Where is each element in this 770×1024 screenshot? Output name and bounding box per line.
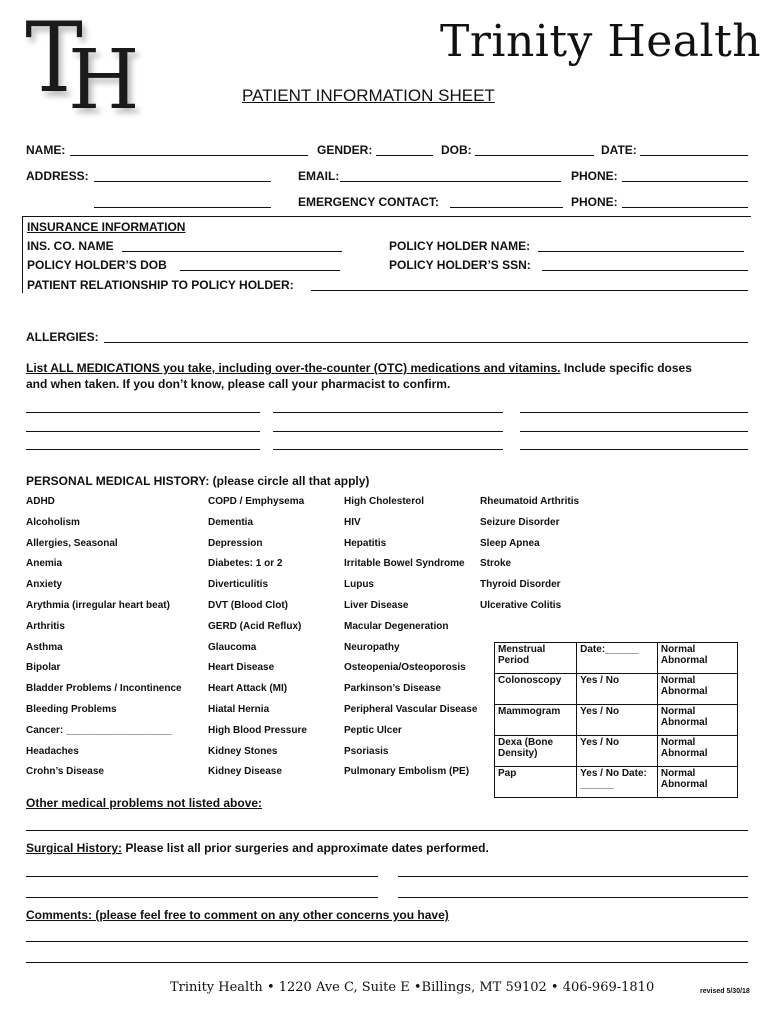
- date-input-line[interactable]: [640, 155, 748, 156]
- patient-relationship-input-line[interactable]: [311, 290, 748, 291]
- phone-label: PHONE:: [571, 169, 618, 183]
- screening-name: Dexa (Bone Density): [495, 736, 577, 767]
- surgical-history-line[interactable]: [26, 897, 378, 898]
- insurance-heading: INSURANCE INFORMATION: [27, 220, 186, 234]
- dob-input-line[interactable]: [475, 155, 594, 156]
- screening-name: Menstrual Period: [495, 643, 577, 674]
- medical-history-item[interactable]: Osteopenia/Osteoporosis: [344, 662, 466, 674]
- other-problems-input-line[interactable]: [26, 830, 748, 831]
- screening-result[interactable]: Normal Abnormal: [657, 674, 737, 705]
- address-input-line-2[interactable]: [94, 207, 271, 208]
- medical-history-item[interactable]: Ulcerative Colitis: [480, 600, 562, 611]
- medical-history-item[interactable]: Diverticulitis: [208, 579, 269, 591]
- ins-co-name-label: INS. CO. NAME: [27, 239, 114, 253]
- medical-history-item[interactable]: Stroke: [480, 558, 512, 570]
- brand-name: Trinity Health: [440, 16, 762, 67]
- medical-history-item[interactable]: Parkinson’s Disease: [344, 683, 441, 695]
- policy-holder-name-input-line[interactable]: [538, 251, 744, 252]
- surgical-history-line[interactable]: [398, 897, 748, 898]
- dob-label: DOB:: [441, 143, 472, 157]
- screening-response[interactable]: Yes / No Date: ______: [577, 767, 658, 798]
- medication-line[interactable]: [273, 431, 503, 432]
- screening-row: [495, 705, 738, 736]
- medical-history-item[interactable]: Heart Attack (MI): [208, 683, 288, 695]
- medical-history-item[interactable]: Kidney Stones: [208, 745, 278, 757]
- gender-input-line[interactable]: [376, 155, 433, 156]
- surgical-history-text: Please list all prior surgeries and approximate dates performed.: [122, 841, 489, 855]
- surgical-history-line[interactable]: [398, 876, 748, 877]
- medical-history-item[interactable]: Seizure Disorder: [480, 516, 560, 528]
- name-input-line[interactable]: [70, 155, 308, 156]
- other-problems-label: Other medical problems not listed above:: [26, 796, 263, 810]
- surgical-history-label: Surgical History:: [26, 841, 123, 855]
- medical-history-item[interactable]: Cancer: ___________________: [26, 724, 172, 736]
- medical-history-item[interactable]: Dementia: [208, 516, 254, 528]
- medical-history-item[interactable]: Pulmonary Embolism (PE): [344, 766, 470, 778]
- medical-history-item[interactable]: Bladder Problems / Incontinence: [26, 683, 182, 695]
- screening-row: [495, 736, 738, 767]
- medications-instructions-underlined: List ALL MEDICATIONS you take, including over-the-counter (OTC) medications and vitamins.: [26, 361, 561, 375]
- medication-line[interactable]: [273, 412, 503, 413]
- name-label: NAME:: [26, 143, 66, 157]
- medical-history-item[interactable]: DVT (Blood Clot): [208, 600, 288, 611]
- screening-name: Mammogram: [495, 705, 577, 736]
- medical-history-item[interactable]: COPD / Emphysema: [208, 496, 305, 507]
- medical-history-item[interactable]: Glaucoma: [208, 641, 257, 653]
- medication-line[interactable]: [26, 449, 260, 450]
- medical-history-item[interactable]: Anemia: [26, 558, 63, 570]
- phone-input-line[interactable]: [622, 181, 748, 182]
- medical-history-item[interactable]: Macular Degeneration: [344, 620, 449, 632]
- emergency-contact-label: EMERGENCY CONTACT:: [298, 195, 439, 209]
- policy-holder-dob-label: POLICY HOLDER’S DOB: [27, 258, 167, 272]
- policy-holder-dob-input-line[interactable]: [180, 270, 340, 271]
- medical-history-item[interactable]: Headaches: [26, 745, 79, 757]
- medical-history-item[interactable]: Peptic Ulcer: [344, 724, 402, 736]
- email-label: EMAIL:: [298, 169, 340, 183]
- medications-instructions-rest: Include specific doses: [560, 361, 692, 375]
- medical-history-item[interactable]: High Cholesterol: [344, 496, 425, 507]
- screening-row: [495, 643, 738, 674]
- medical-history-item[interactable]: Psoriasis: [344, 745, 389, 757]
- screening-table: [494, 642, 738, 798]
- comments-input-line[interactable]: [26, 962, 748, 963]
- medication-line[interactable]: [520, 431, 748, 432]
- comments-input-line[interactable]: [26, 941, 748, 942]
- medical-history-item[interactable]: HIV: [344, 516, 361, 528]
- policy-holder-name-label: POLICY HOLDER NAME:: [389, 239, 531, 253]
- medical-history-item[interactable]: GERD (Acid Reflux): [208, 620, 302, 632]
- surgical-history-instructions: [26, 841, 489, 855]
- ins-co-name-input-line[interactable]: [122, 251, 342, 252]
- medication-line[interactable]: [273, 449, 503, 450]
- screening-row: [495, 674, 738, 705]
- medical-history-item[interactable]: High Blood Pressure: [208, 724, 307, 736]
- allergies-input-line[interactable]: [104, 342, 748, 343]
- medical-history-item[interactable]: Hepatitis: [344, 537, 387, 549]
- medical-history-item[interactable]: Bipolar: [26, 662, 61, 674]
- medical-history-heading: PERSONAL MEDICAL HISTORY: (please circle all that apply): [26, 474, 370, 488]
- logo-letter-t: T: [25, 2, 83, 114]
- gender-label: GENDER:: [317, 143, 373, 157]
- medical-history-item[interactable]: Anxiety: [26, 579, 63, 591]
- screening-response[interactable]: Date:______: [577, 643, 658, 674]
- address-label: ADDRESS:: [26, 169, 89, 183]
- medication-line[interactable]: [26, 431, 260, 432]
- medical-history-item[interactable]: Alcoholism: [26, 516, 80, 528]
- patient-relationship-label: PATIENT RELATIONSHIP TO POLICY HOLDER:: [27, 278, 294, 292]
- address-input-line-1[interactable]: [94, 181, 271, 182]
- medical-history-item[interactable]: Thyroid Disorder: [480, 579, 561, 591]
- revision-date: revised 5/30/18: [700, 988, 750, 995]
- footer-address: Trinity Health • 1220 Ave C, Suite E •Billings, MT 59102 • 406-969-1810: [170, 980, 655, 995]
- screening-row: [495, 767, 738, 798]
- medications-instructions: [26, 361, 692, 375]
- medical-history-item[interactable]: Allergies, Seasonal: [26, 537, 118, 549]
- medical-history-item[interactable]: Rheumatoid Arthritis: [480, 496, 580, 507]
- medical-history-item[interactable]: Peripheral Vascular Disease: [344, 704, 478, 715]
- medical-history-item[interactable]: Liver Disease: [344, 600, 409, 611]
- medical-history-item[interactable]: Sleep Apnea: [480, 537, 540, 549]
- medical-history-item[interactable]: Arthritis: [26, 620, 65, 632]
- medical-history-item[interactable]: Depression: [208, 537, 263, 549]
- screening-result[interactable]: Normal Abnormal: [657, 705, 737, 736]
- medication-line[interactable]: [520, 449, 748, 450]
- medical-history-item[interactable]: Asthma: [26, 641, 63, 653]
- screening-response[interactable]: Yes / No: [577, 736, 658, 767]
- policy-holder-ssn-label: POLICY HOLDER’S SSN:: [389, 258, 531, 272]
- medical-history-item[interactable]: Lupus: [344, 579, 374, 591]
- medication-line[interactable]: [26, 412, 260, 413]
- medication-line[interactable]: [520, 412, 748, 413]
- comments-label: Comments: (please feel free to comment on any other concerns you have): [26, 908, 449, 922]
- screening-result[interactable]: Normal Abnormal: [657, 767, 737, 798]
- medical-history-item[interactable]: Neuropathy: [344, 641, 400, 653]
- medical-history-item[interactable]: ADHD: [26, 496, 55, 507]
- medical-history-item[interactable]: Diabetes: 1 or 2: [208, 558, 283, 570]
- policy-holder-ssn-input-line[interactable]: [542, 270, 748, 271]
- screening-name: Colonoscopy: [495, 674, 577, 705]
- page-title: PATIENT INFORMATION SHEET: [242, 86, 495, 105]
- screening-response[interactable]: Yes / No: [577, 674, 658, 705]
- medical-history-item[interactable]: Arythmia (irregular heart beat): [26, 600, 170, 611]
- screening-result[interactable]: Normal Abnormal: [657, 643, 737, 674]
- emergency-phone-input-line[interactable]: [622, 207, 748, 208]
- screening-result[interactable]: Normal Abnormal: [657, 736, 737, 767]
- emergency-contact-input-line[interactable]: [450, 207, 563, 208]
- screening-name: Pap: [495, 767, 577, 798]
- email-input-line[interactable]: [340, 181, 561, 182]
- date-label: DATE:: [601, 143, 637, 157]
- medical-history-item[interactable]: Irritable Bowel Syndrome: [344, 558, 465, 570]
- logo-letter-h: H: [68, 33, 140, 128]
- emergency-phone-label: PHONE:: [571, 195, 618, 209]
- allergies-label: ALLERGIES:: [26, 330, 99, 344]
- medical-history-item[interactable]: Crohn’s Disease: [26, 766, 104, 778]
- medical-history-item[interactable]: Hiatal Hernia: [208, 704, 270, 715]
- medications-instructions-line2: and when taken. If you don’t know, please call your pharmacist to confirm.: [26, 377, 451, 391]
- medical-history-item[interactable]: Kidney Disease: [208, 766, 282, 778]
- medical-history-item[interactable]: Heart Disease: [208, 662, 275, 674]
- medical-history-item[interactable]: Bleeding Problems: [26, 704, 117, 715]
- surgical-history-line[interactable]: [26, 876, 378, 877]
- screening-response[interactable]: Yes / No: [577, 705, 658, 736]
